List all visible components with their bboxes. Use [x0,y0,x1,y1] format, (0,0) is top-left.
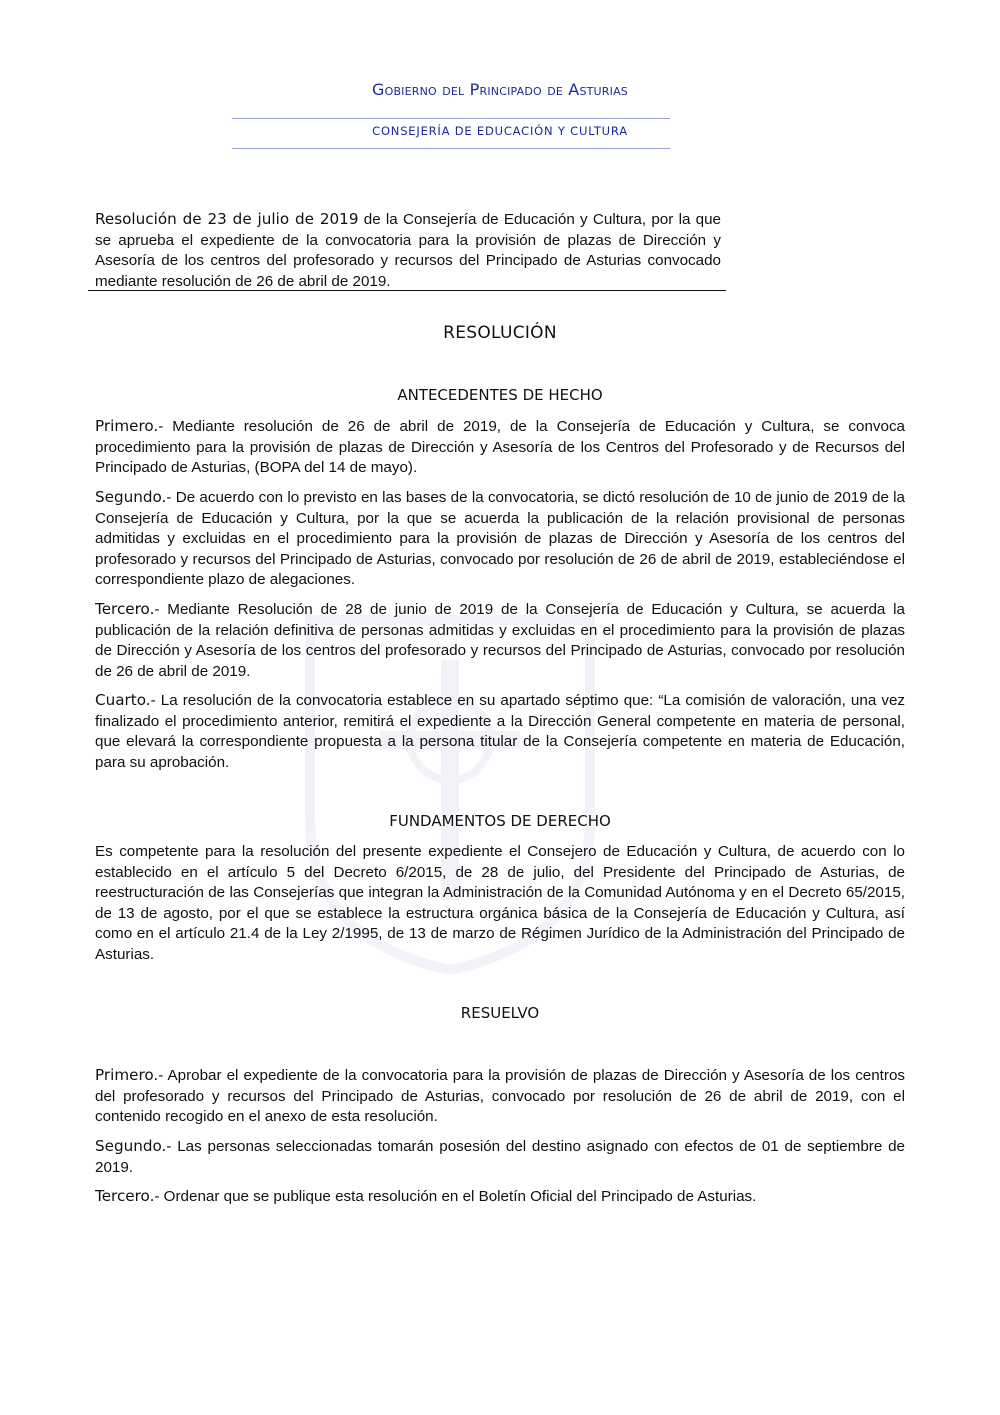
resuelvo-primero [95,1065,905,1128]
antecedente-segundo [95,487,905,591]
paragraph-text: - Mediante Resolución de 28 de junio de 2019 de la Consejería de Educación y Cultura, se acuerda la publicación de la relación definitiva de personas admitidas y excluidas en el procedimiento para la provisión de plazas de Dirección y Asesoría de los centros del profesorado y recursos del Principado de Asturias, convocado por resolución de 26 de abril de 2019. [95,601,905,680]
paragraph-text: - Aprobar el expediente de la convocatoria para la provisión de plazas de Dirección y Asesoría de los centros del profesorado y recursos del Principado de Asturias, convocado por resolución de 26 de abril de 2019, con el contenido recogido en el anexo de esta resolución. [95,1067,905,1125]
paragraph-lead: Primero. [95,1066,159,1084]
paragraph-text: - Mediante resolución de 26 de abril de 2019, de la Consejería de Educación y Cultura, se convoca procedimiento para la provisión de plazas de Dirección y Asesoría de los Centros del Profesorado y de Recursos del Principado de Asturias, (BOPA del 14 de mayo). [95,418,905,476]
summary-lead: Resolución de 23 de julio de 2019 [95,210,359,228]
fundamentos-heading: FUNDAMENTOS DE DERECHO [389,812,611,830]
header-divider-bottom [232,148,670,149]
antecedente-cuarto [95,690,905,773]
paragraph-lead: Tercero. [95,600,155,618]
paragraph-lead: Segundo. [95,488,167,506]
antecedente-tercero [95,599,905,682]
government-title: Gobierno del Principado de Asturias [371,80,628,99]
paragraph-text: - Las personas seleccionadas tomarán posesión del destino asignado con efectos de 01 de septiembre de 2019. [95,1138,905,1176]
paragraph-lead: Cuarto. [95,691,151,709]
summary-underline [88,290,726,291]
paragraph-lead: Tercero. [95,1187,155,1205]
paragraph-text: - De acuerdo con lo previsto en las bases de la convocatoria, se dictó resolución de 10 de junio de 2019 de la Consejería de Educación y Cultura, por la que se acuerda la publicación de la relación provisional de personas admitidas y excluidas en el procedimiento para la provisión de plazas de Dirección y Asesoría de los centros del profesorado y recursos del Principado de Asturias, convocado por resolución de 26 de abril de 2019, estableciéndose el correspondiente plazo de alegaciones. [95,489,905,588]
resuelvo-tercero [95,1186,905,1208]
summary-text: de la Consejería de Educación y Cultura, por la que se aprueba el expediente de la convocatoria para la provisión de plazas de Dirección y Asesoría de los centros del profesorado y recursos del Principado de Asturias convocado mediante resolución de 26 de abril de 2019. [95,211,721,290]
resolution-summary [95,209,721,292]
resuelvo-heading: RESUELVO [460,1004,540,1022]
antecedente-primero [95,416,905,479]
paragraph-lead: Segundo. [95,1137,167,1155]
paragraph-text: - Ordenar que se publique esta resolución en el Boletín Oficial del Principado de Asturias. [154,1188,757,1205]
antecedentes-heading: ANTECEDENTES DE HECHO [397,386,603,404]
paragraph-text: - La resolución de la convocatoria establece en su apartado séptimo que: “La comisión de valoración, una vez finalizado el procedimiento anterior, remitirá el expediente a la Dirección General competente en materia de personal, que elevará la correspondiente propuesta a la persona titular de la Consejería competente en materia de Educación, para su aprobación. [95,692,905,771]
paragraph-lead: Primero. [95,417,159,435]
resuelvo-segundo [95,1136,905,1178]
header-divider-top [232,118,670,119]
fundamentos-text: Es competente para la resolución del presente expediente el Consejero de Educación y Cultura, de acuerdo con lo establecido en el artículo 5 del Decreto 6/2015, de 28 de julio, del Presidente del Principado de Asturias, de reestructuración de las Consejerías que integran la Administración de la Comunidad Autónoma y en el Decreto 65/2015, de 13 de agosto, por el que se establece la estructura orgánica básica de la Consejería de Educación y Cultura, así como en el artículo 21.4 de la Ley 2/1995, de 13 de marzo de Régimen Jurídico de la Administración del Principado de Asturias. [95,843,905,963]
document-title: RESOLUCIÓN [443,323,557,343]
department-name: CONSEJERÍA DE EDUCACIÓN Y CULTURA [372,124,628,138]
